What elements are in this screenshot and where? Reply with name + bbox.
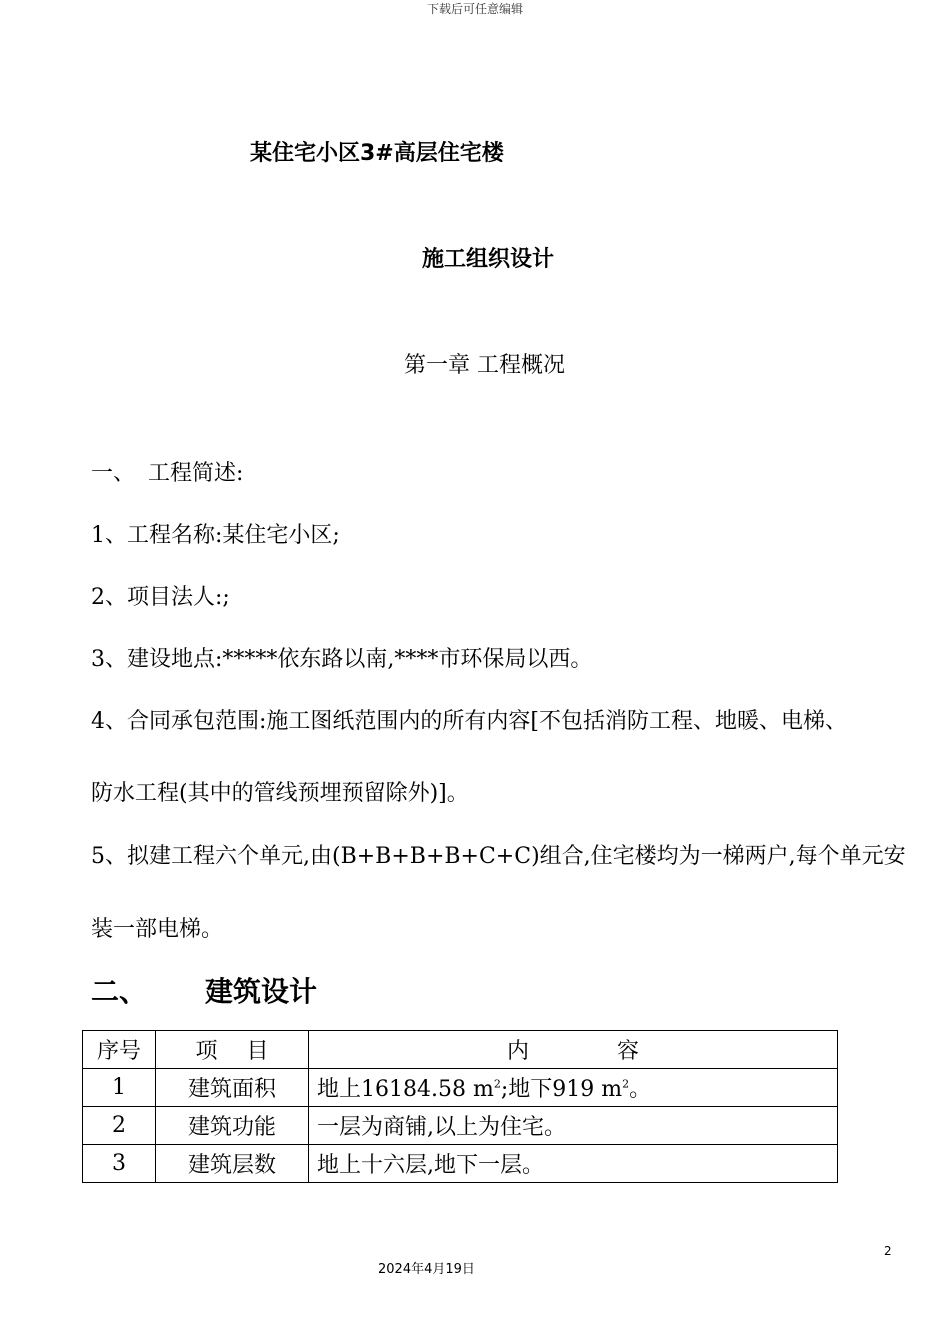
header-content: 内 容 [309,1031,838,1069]
footer-date: 2024年4月19日 [378,1262,475,1277]
list-item: 1、工程名称:某住宅小区; [91,523,340,548]
cell-no: 2 [83,1107,156,1145]
table-header-row [83,1031,838,1069]
section1-title: 工程简述: [148,461,244,486]
list-item: 2、项目法人:; [91,585,230,610]
cell-content: 一层为商铺,以上为住宅。 [309,1107,838,1145]
document-title-line2: 施工组织设计 [422,247,555,272]
header-note: 下载后可任意编辑 [426,2,523,16]
cell-item: 建筑层数 [156,1145,309,1183]
header-item: 项 目 [156,1031,309,1069]
header-no: 序号 [83,1031,156,1069]
cell-content: 地上16184.58 $m^2$;地下919 $m^2$。 [309,1069,838,1107]
cell-no: 1 [83,1069,156,1107]
list-item-continuation: 装一部电梯。 [91,917,224,942]
list-item-continuation: 防水工程(其中的管线预埋预留除外)]。 [91,781,469,806]
chapter-title: 第一章 工程概况 [404,353,565,378]
list-item: 4、合同承包范围:施工图纸范围内的所有内容[不包括消防工程、地暖、电梯、 [91,709,847,734]
cell-item: 建筑面积 [156,1069,309,1107]
section1-number: 一、 [91,461,136,486]
cell-item: 建筑功能 [156,1107,309,1145]
page-number: 2 [884,1244,892,1258]
list-item: 3、建设地点:*****依东路以南,****市环保局以西。 [91,647,593,672]
cell-content: 地上十六层,地下一层。 [309,1145,838,1183]
document-title-line1: 某住宅小区3#高层住宅楼 [250,141,504,166]
building-design-table [82,1030,838,1183]
list-item: 5、拟建工程六个单元,由(B+B+B+B+C+C)组合,住宅楼均为一梯两户,每个单元安 [91,844,906,869]
section2-number: 二、 [91,975,148,1008]
section2-title: 建筑设计 [205,975,318,1008]
table-row [83,1069,838,1107]
table-row [83,1107,838,1145]
table-row [83,1145,838,1183]
cell-no: 3 [83,1145,156,1183]
